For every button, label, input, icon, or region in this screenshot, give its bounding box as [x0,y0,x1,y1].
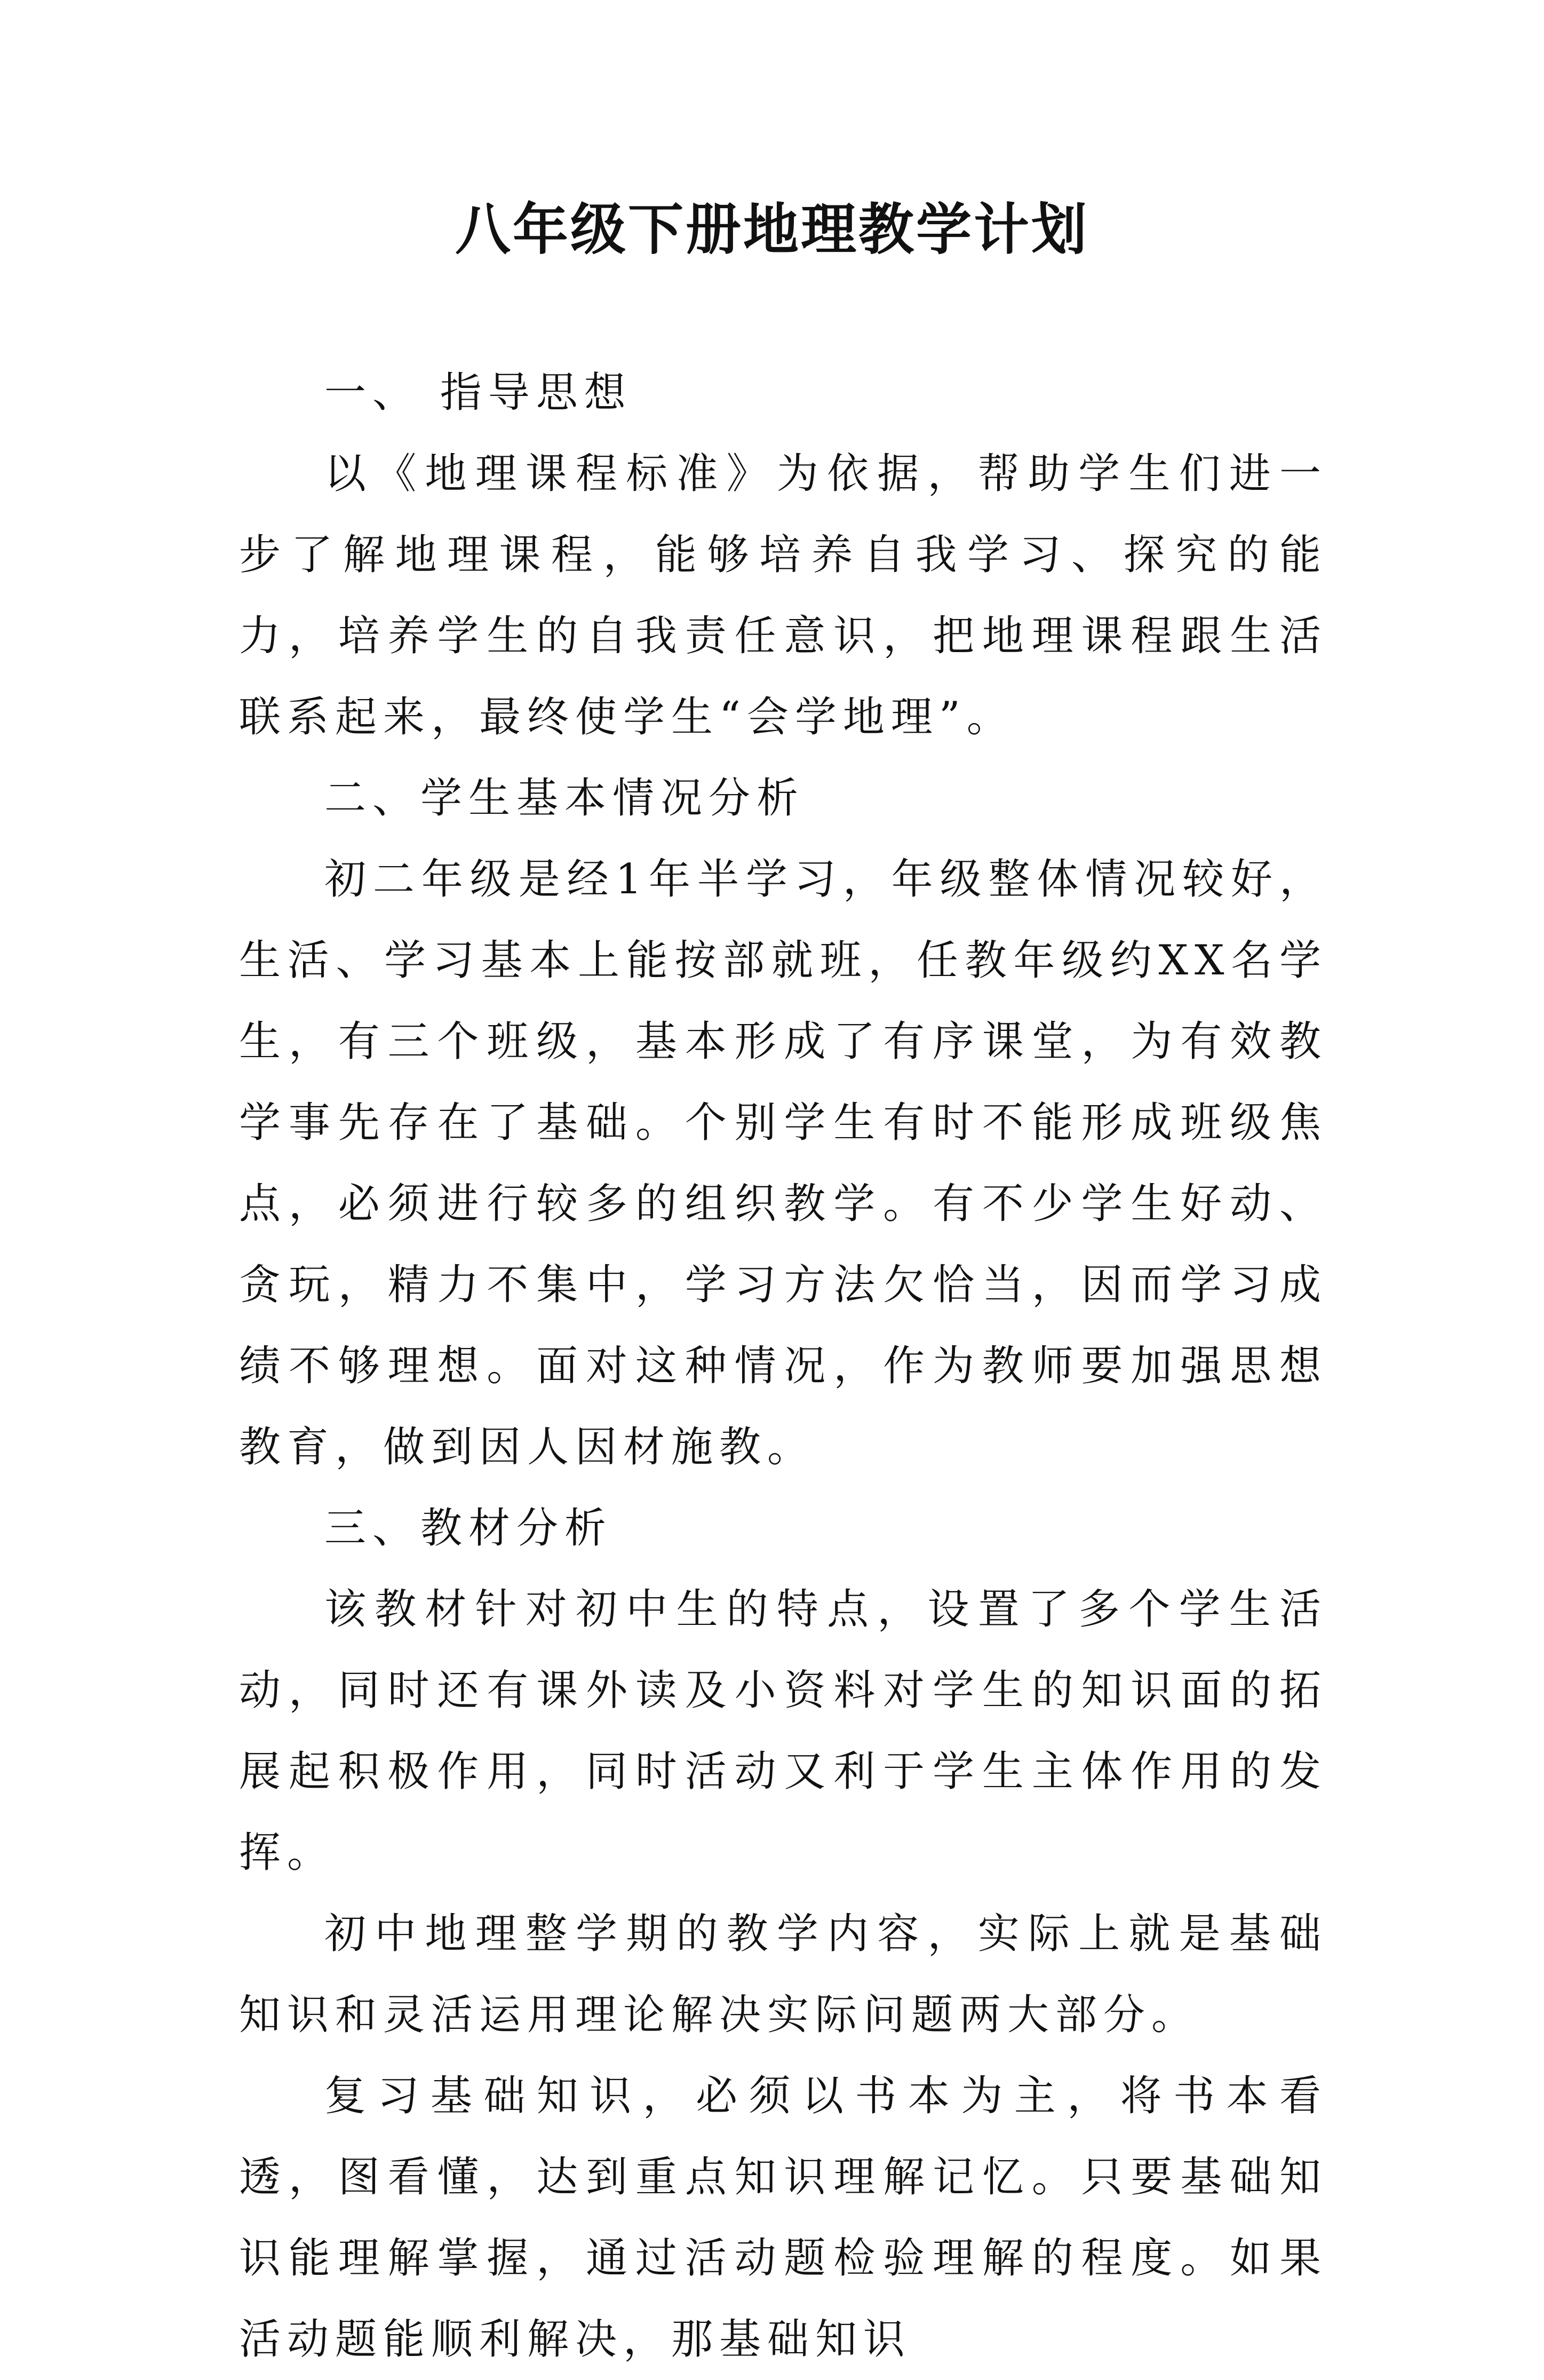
paragraph-guiding-thought: 以《地理课程标准》为依据，帮助学生们进一步了解地理课程，能够培养自我学习、探究的能力，培养学生的自我责任意识，把地理课程跟生活联系起来，最终使学生“会学地理”。 [239,450,1327,741]
section-heading-textbook-analysis: 三、教材分析 [324,1504,613,1552]
section-heading-guiding-thought: 一、 指导思想 [324,369,632,417]
paragraph-student-analysis: 初二年级是经1年半学习，年级整体情况较好，生活、学习基本上能按部就班，任教年级约XX名学生，有三个班级，基本形成了有序课堂，为有效教学事先存在了基础。个别学生有时不能形成班级焦点，必须进行较多的组织教学。有不少学生好动、贪玩，精力不集中，学习方法欠恰当，因而学习成绩不够理想。面对这种情况，作为教师要加强思想教育，做到因人因材施教。 [239,855,1327,1471]
document-title: 八年级下册地理教学计划 [455,196,1089,262]
paragraph-textbook-analysis-1: 该教材针对初中生的特点，设置了多个学生活动，同时还有课外读及小资料对学生的知识面的拓展起积极作用，同时活动又利于学生主体作用的发挥。 [239,1585,1327,1877]
paragraph-textbook-analysis-3: 复习基础知识，必须以书本为主，将书本看透，图看懂，达到重点知识理解记忆。只要基础知识能理解掌握，通过活动题检验理解的程度。如果活动题能顺利解决，那基础知识 [239,2072,1327,2363]
document-body [239,352,1327,2380]
paragraph-textbook-analysis-2: 初中地理整学期的教学内容，实际上就是基础知识和灵活运用理论解决实际问题两大部分。 [239,1910,1327,2039]
section-heading-student-analysis: 二、学生基本情况分析 [324,774,805,822]
